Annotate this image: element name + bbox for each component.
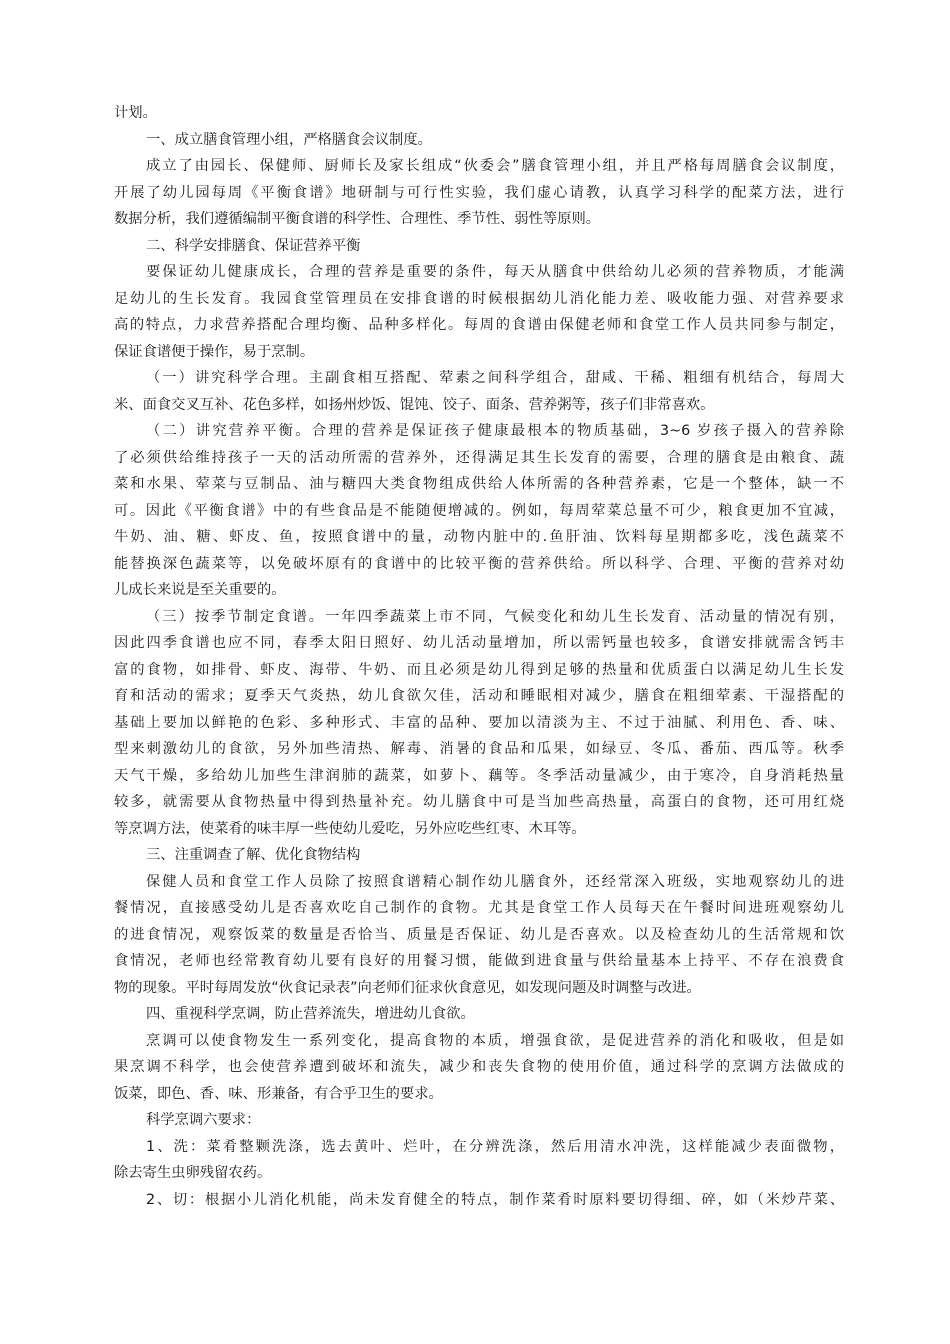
text-line: 果烹调不科学，也会使营养遭到破坏和流失，减少和丧失食物的使用价值，通过科学的烹调方法做成的 <box>114 1059 844 1075</box>
text-line: 一、成立膳食管理小组，严格膳食会议制度。 <box>146 131 432 148</box>
text-line: 开展了幼儿园每周《平衡食谱》地研制与可行性实验，我们虚心请教，认真学习科学的配菜方法，进行 <box>114 184 844 201</box>
text-line: 数据分析，我们遵循编制平衡食谱的科学性、合理性、季节性、弱性等原则。 <box>114 211 601 227</box>
text-line: 等烹调方法，使菜肴的味丰厚一些使幼儿爱吃，另外应吃些红枣、木耳等。 <box>114 820 586 837</box>
text-line: 二、科学安排膳食、保证营养平衡 <box>146 237 361 254</box>
text-line: 三、注重调查了解、优化食物结构 <box>146 847 361 863</box>
text-line: 可。因此《平衡食谱》中的有些食品是不能随便增减的。例如，每周荤菜总量不可少，粮食更加不宜减， <box>114 502 844 519</box>
text-line: 要保证幼儿健康成长，合理的营养是重要的条件，每天从膳食中供给幼儿必须的营养物质，才能满 <box>146 264 844 280</box>
text-line: （三）按季节制定食谱。一年四季蔬菜上市不同，气候变化和幼儿生长发育、活动量的情况有别， <box>146 608 844 625</box>
text-line: 四、重视科学烹调，防止营养流失，增进幼儿食欲。 <box>146 1006 475 1022</box>
text-line: 育和活动的需求；夏季天气炎热，幼儿食欲欠佳，活动和睡眠相对减少，膳食在粗细荤素、干湿搭配的 <box>114 688 844 704</box>
text-line: 烹调可以使食物发生一系列变化，提高食物的本质，增强食欲，是促进营养的消化和吸收，但是如 <box>146 1032 844 1049</box>
text-line: 的进食情况，观察饭菜的数量是否恰当、质量是否保证、幼儿是否喜欢。以及检查幼儿的生活常规和饮 <box>114 926 844 943</box>
text-line: 物的现象。平时每周发放“伙食记录表”向老师们征求伙食意见，如发现问题及时调整与改进。 <box>114 979 701 996</box>
text-line: （二）讲究营养平衡。合理的营养是保证孩子健康最根本的物质基础，3~6 岁孩子摄入的营养除 <box>146 423 844 439</box>
text-line: 较多，就需要从食物热量中得到热量补充。幼儿膳食中可是当加些高热量，高蛋白的食物，还可用红烧 <box>114 794 844 810</box>
text-line: 了必须供给维持孩子一天的活动所需的营养外，还得满足其生长发育的需要，合理的膳食是由粮食、蔬 <box>114 449 844 466</box>
text-line: 饭菜，即色、香、味、形兼备，有合乎卫生的要求。 <box>114 1085 443 1102</box>
text-line: 基础上要加以鲜艳的色彩、多种形式、丰富的品种、要加以清淡为主、不过于油腻、利用色、香、味、 <box>114 714 844 731</box>
text-line: 餐情况，直接感受幼儿是否喜欢吃自己制作的食物。尤其是食堂工作人员每天在午餐时间进班观察幼儿 <box>114 900 844 916</box>
text-line: 高的特点，力求营养搭配合理均衡、品种多样化。每周的食谱由保健老师和食堂工作人员共同参与制定， <box>114 317 844 333</box>
text-line: 型来刺激幼儿的食欲，另外加些清热、解毒、消暑的食品和瓜果，如绿豆、冬瓜、番茄、西瓜等。秋季 <box>114 741 844 757</box>
text-line: 能替换深色蔬菜等，以免破坏原有的食谱中的比较平衡的营养供给。所以科学、合理、平衡的营养对幼 <box>114 555 844 572</box>
text-line: 富的食物，如排骨、虾皮、海带、牛奶、而且必须是幼儿得到足够的热量和优质蛋白以满足幼儿生长发 <box>114 661 844 678</box>
text-line: 保证食谱便于操作，易于烹制。 <box>114 343 315 360</box>
text-line: 计划。 <box>114 105 157 121</box>
text-line: 成立了由园长、保健师、厨师长及家长组成“伙委会”膳食管理小组，并且严格每周膳食会议制度， <box>146 158 844 174</box>
text-line: 保健人员和食堂工作人员除了按照食谱精心制作幼儿膳食外，还经常深入班级，实地观察幼儿的进 <box>146 873 844 890</box>
text-line: （一）讲究科学合理。主副食相互搭配、荤素之间科学组合，甜咸、干稀、粗细有机结合，每周大 <box>146 370 844 386</box>
text-line: 儿成长来说是至关重要的。 <box>114 582 286 598</box>
text-line: 天气干燥，多给幼儿加些生津润肺的蔬菜，如萝卜、藕等。冬季活动量减少，由于寒冷，自身消耗热量 <box>114 767 844 784</box>
document-page <box>114 100 844 1213</box>
text-line: 食情况，老师也经常教育幼儿要有良好的用餐习惯，能做到进食量与供给量基本上持平、不存在浪费食 <box>114 953 844 969</box>
text-line: 米、面食交叉互补、花色多样，如扬州炒饭、馄饨、饺子、面条、营养粥等，孩子们非常喜欢。 <box>114 396 715 413</box>
text-line: 1、洗：菜肴整颗洗涤，选去黄叶、烂叶，在分辨洗涤，然后用清水冲洗，这样能减少表面微物， <box>146 1138 844 1155</box>
text-line: 菜和水果、荤菜与豆制品、油与糖四大类食物组成供给人体所需的各种营养素，它是一个整体，缺一不 <box>114 476 844 492</box>
text-line: 科学烹调六要求： <box>146 1112 261 1128</box>
text-line: 因此四季食谱也应不同，春季太阳日照好、幼儿活动量增加，所以需钙量也较多，食谱安排就需含钙丰 <box>114 635 844 651</box>
text-line: 除去寄生虫卵残留农药。 <box>114 1165 272 1181</box>
text-line: 牛奶、油、糖、虾皮、鱼，按照食谱中的量，动物内脏中的.鱼肝油、饮料每星期都多吃，浅色蔬菜不 <box>114 529 844 545</box>
text-line: 足幼儿的生长发育。我园食堂管理员在安排食谱的时候根据幼儿消化能力差、吸收能力强、对营养要求 <box>114 290 844 307</box>
text-line: 2、切：根据小儿消化机能，尚未发育健全的特点，制作菜肴时原料要切得细、碎，如（米炒芹菜、 <box>146 1191 844 1208</box>
